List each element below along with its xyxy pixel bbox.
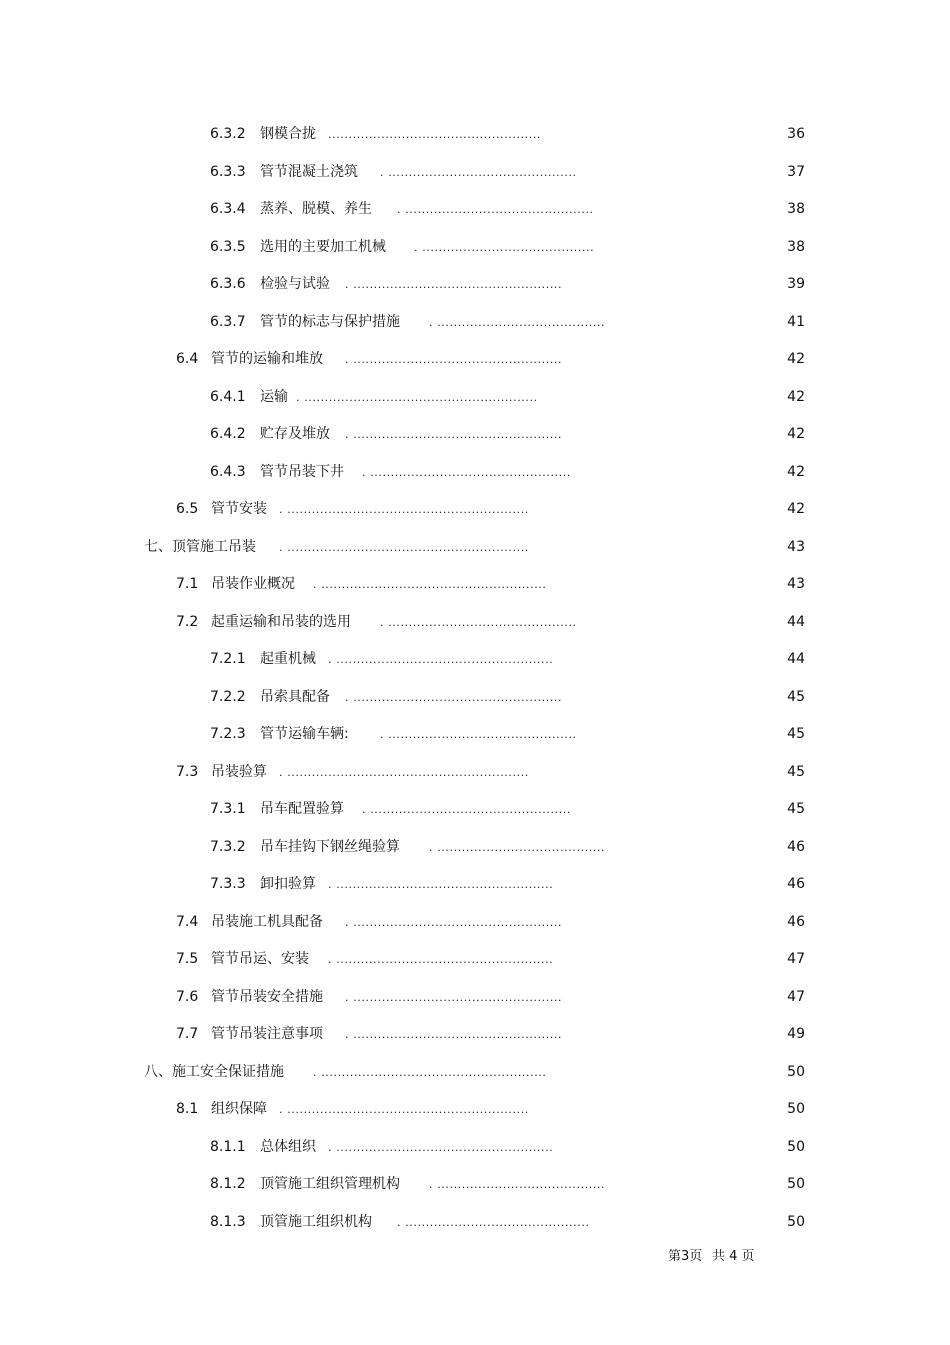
toc-entry-title: 起重运输和吊装的选用 — [211, 613, 351, 630]
toc-entry-page-number: 39 — [787, 276, 805, 292]
toc-entry-title: 卸扣验算 — [260, 876, 316, 892]
toc-leader-dots: . ......................................... — [429, 315, 606, 329]
toc-entry-page-number: 44 — [787, 613, 805, 630]
toc-leader-dots: . ....................................................... — [313, 1065, 547, 1079]
toc-entry[interactable] — [0, 266, 950, 304]
toc-entry[interactable] — [0, 941, 950, 979]
toc-entry[interactable] — [0, 1016, 950, 1054]
toc-entry-title: 管节吊装注意事项 — [211, 1026, 323, 1042]
toc-entry-page-number: 43 — [787, 538, 805, 555]
toc-entry[interactable] — [0, 491, 950, 529]
toc-entry-title: 总体组织 — [260, 1138, 316, 1155]
toc-entry[interactable] — [0, 229, 950, 267]
toc-leader-dots: . ......................................... — [429, 1178, 606, 1191]
toc-entry[interactable] — [0, 716, 950, 754]
toc-entry-page-number: 42 — [787, 351, 805, 367]
toc-entry-page-number: 46 — [787, 876, 805, 892]
toc-entry-number: 8.1 — [176, 1101, 199, 1117]
toc-leader-dots: . ..................................................... — [328, 1140, 554, 1154]
toc-entry[interactable] — [0, 454, 950, 492]
toc-entry-page-number: 47 — [787, 988, 805, 1005]
toc-entry-page-number: 42 — [787, 388, 805, 405]
toc-entry[interactable] — [0, 416, 950, 454]
toc-entry-number: 7.2.3 — [210, 726, 246, 742]
toc-entry[interactable] — [0, 1091, 950, 1129]
toc-entry-title: 起重机械 — [260, 651, 316, 667]
toc-entry-page-number: 50 — [787, 1176, 805, 1192]
toc-entry-page-number: 42 — [787, 426, 805, 442]
toc-entry[interactable] — [0, 604, 950, 642]
toc-entry-title: 管节的运输和堆放 — [211, 351, 323, 367]
toc-entry-number: 6.3.3 — [210, 163, 246, 180]
toc-entry-number: 6.4.3 — [210, 463, 246, 480]
toc-entry-page-number: 45 — [787, 801, 805, 817]
toc-entry-title: 管节安装 — [211, 501, 267, 517]
toc-entry-page-number: 46 — [787, 913, 805, 930]
toc-entry-number: 7.7 — [176, 1026, 199, 1042]
toc-entry-title: 吊装作业概况 — [211, 576, 295, 592]
toc-entry[interactable] — [0, 1166, 950, 1204]
toc-entry-page-number: 42 — [787, 501, 805, 517]
toc-leader-dots: . ................................................... — [345, 353, 563, 366]
toc-leader-dots: . .............................................. — [397, 203, 594, 216]
toc-leader-dots: . ........................................................... — [279, 540, 529, 554]
toc-entry-number: 7.2 — [176, 613, 199, 630]
toc-entry[interactable] — [0, 679, 950, 717]
toc-entry-page-number: 42 — [787, 463, 805, 480]
toc-leader-dots: . ..................................................... — [328, 953, 554, 966]
toc-entry-number: 6.3.2 — [210, 126, 246, 142]
toc-entry-number: 7.3.3 — [210, 876, 246, 892]
toc-leader-dots: . .............................................. — [380, 728, 577, 741]
toc-entry-page-number: 46 — [787, 838, 805, 855]
toc-entry-page-number: 44 — [787, 651, 805, 667]
toc-entry-number: 8.1.1 — [210, 1138, 246, 1155]
toc-entry-title: 管节吊装下井 — [260, 463, 344, 480]
toc-entry-title: 管节吊运、安装 — [211, 951, 309, 967]
toc-entry-number: 6.4.1 — [210, 388, 246, 405]
toc-leader-dots: .................................................... — [328, 128, 542, 141]
toc-entry-number: 6.5 — [176, 501, 199, 517]
toc-entry[interactable] — [0, 304, 950, 342]
toc-entry[interactable] — [0, 904, 950, 942]
toc-entry[interactable] — [0, 979, 950, 1017]
toc-entry-title: 选用的主要加工机械 — [260, 238, 386, 255]
toc-entry-title: 吊装验算 — [211, 763, 267, 780]
toc-entry-title: 检验与试验 — [260, 276, 330, 292]
toc-entry-title: 吊索具配备 — [260, 688, 330, 705]
toc-entry-number: 7.3.2 — [210, 838, 246, 855]
toc-leader-dots: . ................................................... — [345, 690, 563, 704]
toc-entry-number: 7.6 — [176, 988, 199, 1005]
toc-entry-number: 7.2.1 — [210, 651, 246, 667]
toc-entry-title: 管节混凝土浇筑 — [260, 163, 358, 180]
toc-entry-title: 管节运输车辆: — [260, 726, 349, 742]
toc-entry[interactable] — [0, 754, 950, 792]
toc-entry[interactable] — [0, 829, 950, 867]
toc-entry-number: 6.3.5 — [210, 238, 246, 255]
footer-current-page: 第3页 — [668, 1249, 703, 1264]
toc-entry-title: 贮存及堆放 — [260, 426, 330, 442]
toc-leader-dots: . .......................................... — [414, 240, 595, 254]
toc-entry[interactable] — [0, 566, 950, 604]
toc-entry-title: 吊车配置验算 — [260, 801, 344, 817]
toc-entry[interactable] — [0, 866, 950, 904]
toc-entry-page-number: 45 — [787, 763, 805, 780]
toc-entry-number: 7.5 — [176, 951, 199, 967]
toc-leader-dots: . ........................................................... — [279, 765, 529, 779]
toc-entry-title: 顶管施工组织管理机构 — [260, 1176, 400, 1192]
toc-entry[interactable] — [0, 1054, 950, 1092]
toc-entry-number: 6.3.4 — [210, 201, 246, 217]
toc-entry-number: 8.1.2 — [210, 1176, 246, 1192]
toc-leader-dots: . ........................................................... — [279, 1103, 529, 1116]
toc-leader-dots: . ................................................... — [345, 278, 563, 291]
toc-leader-dots: . ......................................................... — [296, 390, 538, 404]
toc-entry-title: 蒸养、脱模、养生 — [260, 201, 372, 217]
toc-entry-page-number: 50 — [787, 1063, 805, 1080]
toc-entry[interactable] — [0, 1129, 950, 1167]
toc-entry[interactable] — [0, 154, 950, 192]
toc-entry-title: 钢模合拢 — [260, 126, 316, 142]
toc-entry-title: 管节吊装安全措施 — [211, 988, 323, 1005]
toc-leader-dots: . .............................................. — [380, 615, 577, 629]
toc-leader-dots: . ................................................... — [345, 990, 563, 1004]
footer-total-pages: 共 4 页 — [712, 1249, 755, 1264]
toc-entry-page-number: 50 — [787, 1101, 805, 1117]
toc-entry-number: 6.3.6 — [210, 276, 246, 292]
toc-entry-page-number: 49 — [787, 1026, 805, 1042]
toc-entry-title: 七、顶管施工吊装 — [144, 538, 256, 555]
toc-entry-title: 吊装施工机具配备 — [211, 913, 323, 930]
toc-leader-dots: . ............................................. — [397, 1215, 590, 1229]
toc-entry-page-number: 38 — [787, 201, 805, 217]
toc-entry-page-number: 45 — [787, 688, 805, 705]
toc-entry-page-number: 47 — [787, 951, 805, 967]
toc-entry-page-number: 50 — [787, 1138, 805, 1155]
toc-leader-dots: . ....................................................... — [313, 578, 547, 591]
toc-entry-number: 7.2.2 — [210, 688, 246, 705]
toc-leader-dots: . ................................................. — [362, 803, 571, 816]
toc-entry[interactable] — [0, 379, 950, 417]
toc-entry-title: 管节的标志与保护措施 — [260, 313, 400, 330]
toc-entry-page-number: 38 — [787, 238, 805, 255]
toc-entry-page-number: 41 — [787, 313, 805, 330]
toc-entry-number: 6.3.7 — [210, 313, 246, 330]
toc-entry-number: 7.1 — [176, 576, 199, 592]
toc-entry-page-number: 50 — [787, 1213, 805, 1230]
toc-entry[interactable] — [0, 1204, 950, 1242]
toc-entry-page-number: 43 — [787, 576, 805, 592]
toc-entry[interactable] — [0, 191, 950, 229]
toc-entry[interactable] — [0, 641, 950, 679]
toc-entry-page-number: 37 — [787, 163, 805, 180]
toc-entry-number: 7.4 — [176, 913, 199, 930]
toc-entry-title: 八、施工安全保证措施 — [144, 1063, 284, 1080]
toc-leader-dots: . ................................................. — [362, 465, 571, 479]
toc-entry-page-number: 36 — [787, 126, 805, 142]
toc-leader-dots: . .............................................. — [380, 165, 577, 179]
toc-leader-dots: . ................................................... — [345, 915, 563, 929]
toc-entry-title: 顶管施工组织机构 — [260, 1213, 372, 1230]
toc-leader-dots: . ..................................................... — [328, 878, 554, 891]
toc-entry-title: 组织保障 — [211, 1101, 267, 1117]
toc-entry-title: 吊车挂钩下钢丝绳验算 — [260, 838, 400, 855]
toc-entry[interactable] — [0, 116, 950, 154]
toc-entry[interactable] — [0, 341, 950, 379]
toc-entry-number: 6.4 — [176, 351, 199, 367]
toc-entry-number: 8.1.3 — [210, 1213, 246, 1230]
toc-entry[interactable] — [0, 791, 950, 829]
toc-leader-dots: . ................................................... — [345, 428, 563, 441]
toc-entry-title: 运输 — [260, 388, 288, 405]
toc-entry[interactable] — [0, 529, 950, 567]
toc-entry-number: 6.4.2 — [210, 426, 246, 442]
table-of-contents — [0, 116, 950, 1241]
toc-entry-number: 7.3.1 — [210, 801, 246, 817]
toc-leader-dots: . ........................................................... — [279, 503, 529, 516]
toc-leader-dots: . ......................................... — [429, 840, 606, 854]
toc-leader-dots: . ................................................... — [345, 1028, 563, 1041]
toc-entry-number: 7.3 — [176, 763, 199, 780]
toc-entry-page-number: 45 — [787, 726, 805, 742]
toc-leader-dots: . ..................................................... — [328, 653, 554, 666]
